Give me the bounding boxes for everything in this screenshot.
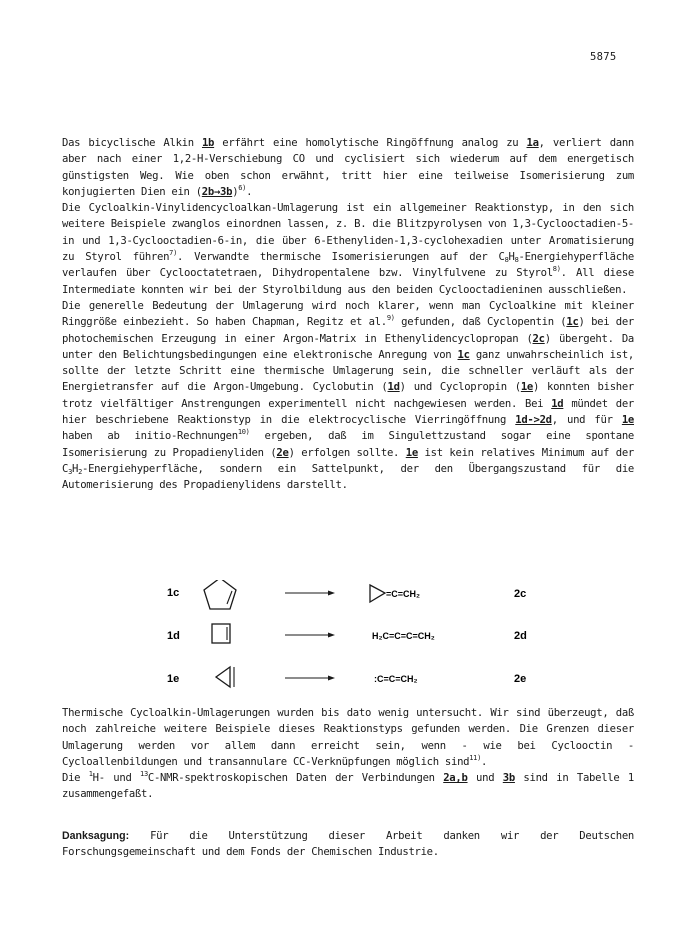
reaction-scheme: [150, 580, 550, 700]
cyclopropyne-structure: [216, 667, 230, 687]
label-2d: 2d: [514, 630, 527, 642]
paragraph-3: Die generelle Bedeutung der Umlagerung wird noch klarer, wenn man Cycloalkine mit kleiner Ringgröße einbezieht. So haben Chapman, Regitz et al.$^{9)}$ gefunden, daß Cyclopentin (1c) bei der photochemischen Erzeugung in einer Argon-Matrix in Ethenylidencyclopropan (2c) übergeht. Da unter den Belichtungsbedingungen eine elektronische Anregung von 1c ganz unwahrscheinlich ist, sollte der letzte Schritt eine thermische Umlagerung sein, die schneller verläuft als der Energietransfer auf die Argon-Umgebung. Cyclobutin (1d) und Cyclopropin (1e) konnten bisher trotz vielfältiger Anstrengungen experimentell nicht nachgewiesen werden. Bei 1d mündet der hier beschriebene Reaktionstyp in die elektrocyclische Vierringöffnung 1d->2d, und für 1e haben ab initio-Rechnungen$^{10)}$ ergeben, daß im Singulettzustand sogar eine spontane Isomerisierung zu Propadienyliden (2e) erfolgen sollte. 1e ist kein relatives Minimum auf der $C_3H_2$-Energiehyperfläche, sondern ein Sattelpunkt, der den Übergangszustand für die Automerisierung des Propadienylidens darstellt.: [62, 299, 635, 492]
compound-ref: 2b→3b: [201, 185, 233, 198]
article-body: [62, 135, 634, 494]
article-body-continued: [62, 705, 634, 803]
acknowledgement-text: Für die Unterstützung dieser Arbeit danken wir der Deutschen Forschungsgemeinschaft und dem Fonds der Chemischen Industrie.: [62, 830, 634, 859]
arrow-3-head: [328, 676, 335, 681]
compound-ref: 1c: [566, 316, 579, 329]
compound-ref: 2a,b: [443, 772, 468, 785]
compound-ref: 1d: [551, 397, 564, 410]
compound-ref: 1e: [405, 446, 418, 459]
citation: 11): [469, 753, 481, 762]
compound-ref: 1a: [526, 137, 539, 149]
label-1e: 1e: [167, 673, 180, 685]
product-2d: H₂C=C=C=CH₂: [372, 631, 435, 641]
cyclopropane-ring: [370, 585, 385, 602]
label-2e: 2e: [514, 673, 527, 685]
paragraph-5: Die $^1$H- und $^{13}$C-NMR-spektroskopischen Daten der Verbindungen 2a,b und 3b sind in Tabelle 1 zusammengefaßt.: [62, 770, 635, 801]
compound-ref: 2c: [532, 332, 545, 345]
paragraph-1: Das bicyclische Alkin 1b erfährt eine homolytische Ringöffnung analog zu 1a, verliert dann aber nach einer 1,2-H-Verschiebung CO und cyclisiert sich wiederum auf dem energetisch günstigsten Weg. Wie oben schon erwähnt, tritt hier eine teilweise Isomerisierung zum konjugierten Dien ein $(2b\to 3b)^{6)}$.: [62, 137, 635, 198]
paragraph-4: Thermische Cycloalkin-Umlagerungen wurden bis dato wenig untersucht. Wir sind überzeugt, daß noch zahlreiche weitere Beispiele dieses Reaktionstyps gefunden werden. Die Grenzen dieser Umlagerung werden vor allem dann erreicht sein, wenn - wie bei Cyclooctin - Cycloallenbildungen und transannulare CC-Verknüpfungen möglich sind$^{11)}$.: [62, 707, 634, 768]
label-1d: 1d: [167, 630, 180, 642]
citation: 8): [552, 265, 561, 274]
compound-ref: 1e: [621, 414, 635, 427]
arrow-1-head: [328, 591, 335, 596]
compound-ref: 1b: [201, 137, 215, 149]
triple-bond-mark: [227, 591, 232, 604]
label-2c: 2c: [514, 588, 527, 600]
label-1c: 1c: [167, 587, 180, 599]
citation: 7): [169, 249, 178, 258]
compound-ref: 1d: [387, 381, 400, 394]
compound-ref: 2e: [276, 446, 289, 459]
arrow-2-head: [328, 633, 335, 638]
compound-ref: 1c: [457, 348, 470, 361]
paragraph-2: Die Cycloalkin-Vinylidencycloalkan-Umlagerung ist ein allgemeiner Reaktionstyp, in den sich weitere Beispiele zwanglos einordnen lassen, z. B. die Blitzpyrolysen von 1,3-Cyclooctadien-5-in und 1,3-Cyclooctadien-6-in, die über 6-Ethenyliden-1,3-cyclohexadien unter Aromatisierung zu Styrol führen$^{7)}$. Verwandte thermische Isomerisierungen auf der $C_8H_8$-Energiehyperfläche verlaufen über Cyclooctatetraen, Dihydropentalene bzw. Vinylfulvene zu Styrol$^{8)}$. All diese Intermediate konnten wir bei der Styrolbildung aus den beiden Cyclooctadieninen ausschließen.: [62, 202, 634, 296]
citation: 6): [238, 183, 247, 192]
citation: 9): [386, 314, 395, 323]
compound-ref: 1d->2d: [515, 414, 552, 427]
citation: 10): [237, 428, 250, 437]
product-2c: =C=CH₂: [386, 589, 421, 599]
acknowledgement: [62, 828, 634, 861]
compound-ref: 3b: [502, 772, 515, 785]
compound-ref: 1e: [520, 381, 533, 394]
acknowledgement-label: Danksagung:: [62, 830, 130, 842]
page-number: 5875: [590, 51, 617, 63]
product-2e: :C=C=CH₂: [374, 674, 418, 684]
